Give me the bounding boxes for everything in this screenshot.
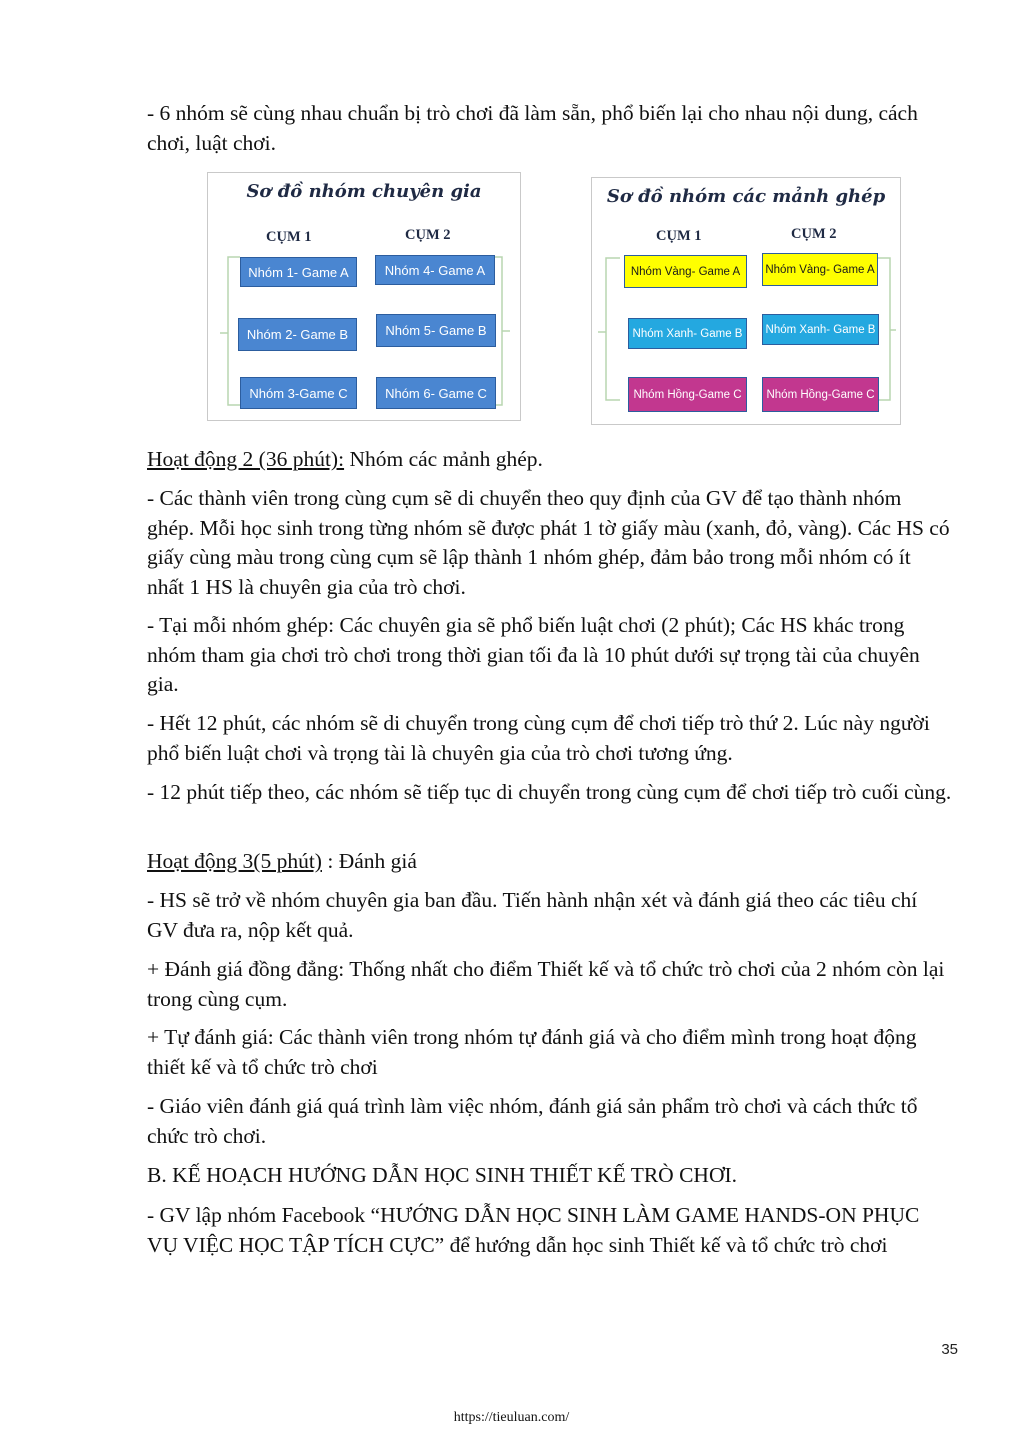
paragraph: - HS sẽ trở về nhóm chuyên gia ban đầu. Tiến hành nhận xét và đánh giá theo các tiêu chí GV đưa ra, nộp kết quả. xyxy=(147,888,918,942)
activity-2-label: Hoạt động 2 (36 phút): xyxy=(147,447,345,471)
diagram-title: Sơ đồ nhóm các mảnh ghép xyxy=(606,186,886,207)
group-box-pink: Nhóm Hồng-Game C xyxy=(762,377,879,412)
paragraph: + Đánh giá đồng đẳng: Thống nhất cho điểm Thiết kế và tổ chức trò chơi của 2 nhóm còn lại trong cùng cụm. xyxy=(147,957,945,1011)
activity-2-heading xyxy=(147,445,952,475)
footer-url: https://tieuluan.com/ xyxy=(453,1410,570,1425)
paragraph-intro: - 6 nhóm sẽ cùng nhau chuẩn bị trò chơi đã làm sẵn, phổ biến lại cho nhau nội dung, cách chơi, luật chơi. xyxy=(147,101,918,155)
cluster-2-heading: CỤM 2 xyxy=(791,226,837,242)
paragraph: - GV lập nhóm Facebook “HƯỚNG DẪN HỌC SINH LÀM GAME HANDS-ON PHỤC VỤ VIỆC HỌC TẬP TÍCH CỰC” để hướng dẫn học sinh Thiết kế và tổ chức trò chơi xyxy=(147,1203,920,1257)
activity-2-title: Nhóm các mảnh ghép. xyxy=(344,447,543,471)
expert-groups-diagram xyxy=(207,172,521,421)
paragraph: - Hết 12 phút, các nhóm sẽ di chuyển trong cùng cụm để chơi tiếp trò thứ 2. Lúc này người phổ biến luật chơi và trọng tài là chuyên gia của trò chơi tương ứng. xyxy=(147,711,930,765)
group-box-yellow: Nhóm Vàng- Game A xyxy=(762,253,878,286)
section-b-heading: B. KẾ HOẠCH HƯỚNG DẪN HỌC SINH THIẾT KẾ TRÒ CHƠI. xyxy=(147,1163,738,1187)
paragraph: - Các thành viên trong cùng cụm sẽ di chuyển theo quy định của GV để tạo thành nhóm ghép. Mỗi học sinh trong từng nhóm sẽ được phát 1 tờ giấy màu (xanh, đỏ, vàng). Các HS có giấy cùng màu trong cùng cụm sẽ lập thành 1 nhóm ghép, đảm bảo trong mỗi nhóm có ít nhất 1 HS là chuyên gia của trò chơi. xyxy=(147,486,950,599)
page-number: 35 xyxy=(941,1341,958,1358)
paragraph: - 12 phút tiếp theo, các nhóm sẽ tiếp tục di chuyển trong cùng cụm để chơi tiếp trò cuối cùng. xyxy=(147,780,952,804)
group-box-blue: Nhóm Xanh- Game B xyxy=(762,314,879,345)
paragraph: + Tự đánh giá: Các thành viên trong nhóm tự đánh giá và cho điểm mình trong hoạt động thiết kế và tổ chức trò chơi xyxy=(147,1025,917,1079)
cluster-1-heading: CỤM 1 xyxy=(266,229,312,245)
cluster-2-heading: CỤM 2 xyxy=(405,227,451,243)
group-box: Nhóm 1- Game A xyxy=(240,257,357,287)
activity-3-label: Hoạt động 3(5 phút) xyxy=(147,849,322,873)
group-box-yellow: Nhóm Vàng- Game A xyxy=(624,255,747,288)
paragraph: - Giáo viên đánh giá quá trình làm việc nhóm, đánh giá sản phẩm trò chơi và cách thức tổ chức trò chơi. xyxy=(147,1094,918,1148)
cluster-1-heading: CỤM 1 xyxy=(656,228,702,244)
jigsaw-groups-diagram xyxy=(591,177,901,425)
group-box: Nhóm 2- Game B xyxy=(238,318,357,351)
activity-3-heading xyxy=(147,847,952,877)
group-box-pink: Nhóm Hồng-Game C xyxy=(628,377,747,412)
group-box: Nhóm 3-Game C xyxy=(240,377,357,409)
group-box: Nhóm 4- Game A xyxy=(375,255,495,285)
group-box: Nhóm 5- Game B xyxy=(376,314,496,347)
group-box: Nhóm 6- Game C xyxy=(376,377,496,409)
activity-3-title: : Đánh giá xyxy=(321,849,417,873)
group-box-blue: Nhóm Xanh- Game B xyxy=(628,318,747,349)
diagram-title: Sơ đồ nhóm chuyên gia xyxy=(246,181,482,202)
paragraph: - Tại mỗi nhóm ghép: Các chuyên gia sẽ phổ biến luật chơi (2 phút); Các HS khác trong nhóm tham gia chơi trò chơi trong thời gian tối đa là 10 phút dưới sự trọng tài của chuyên gia. xyxy=(147,613,920,696)
